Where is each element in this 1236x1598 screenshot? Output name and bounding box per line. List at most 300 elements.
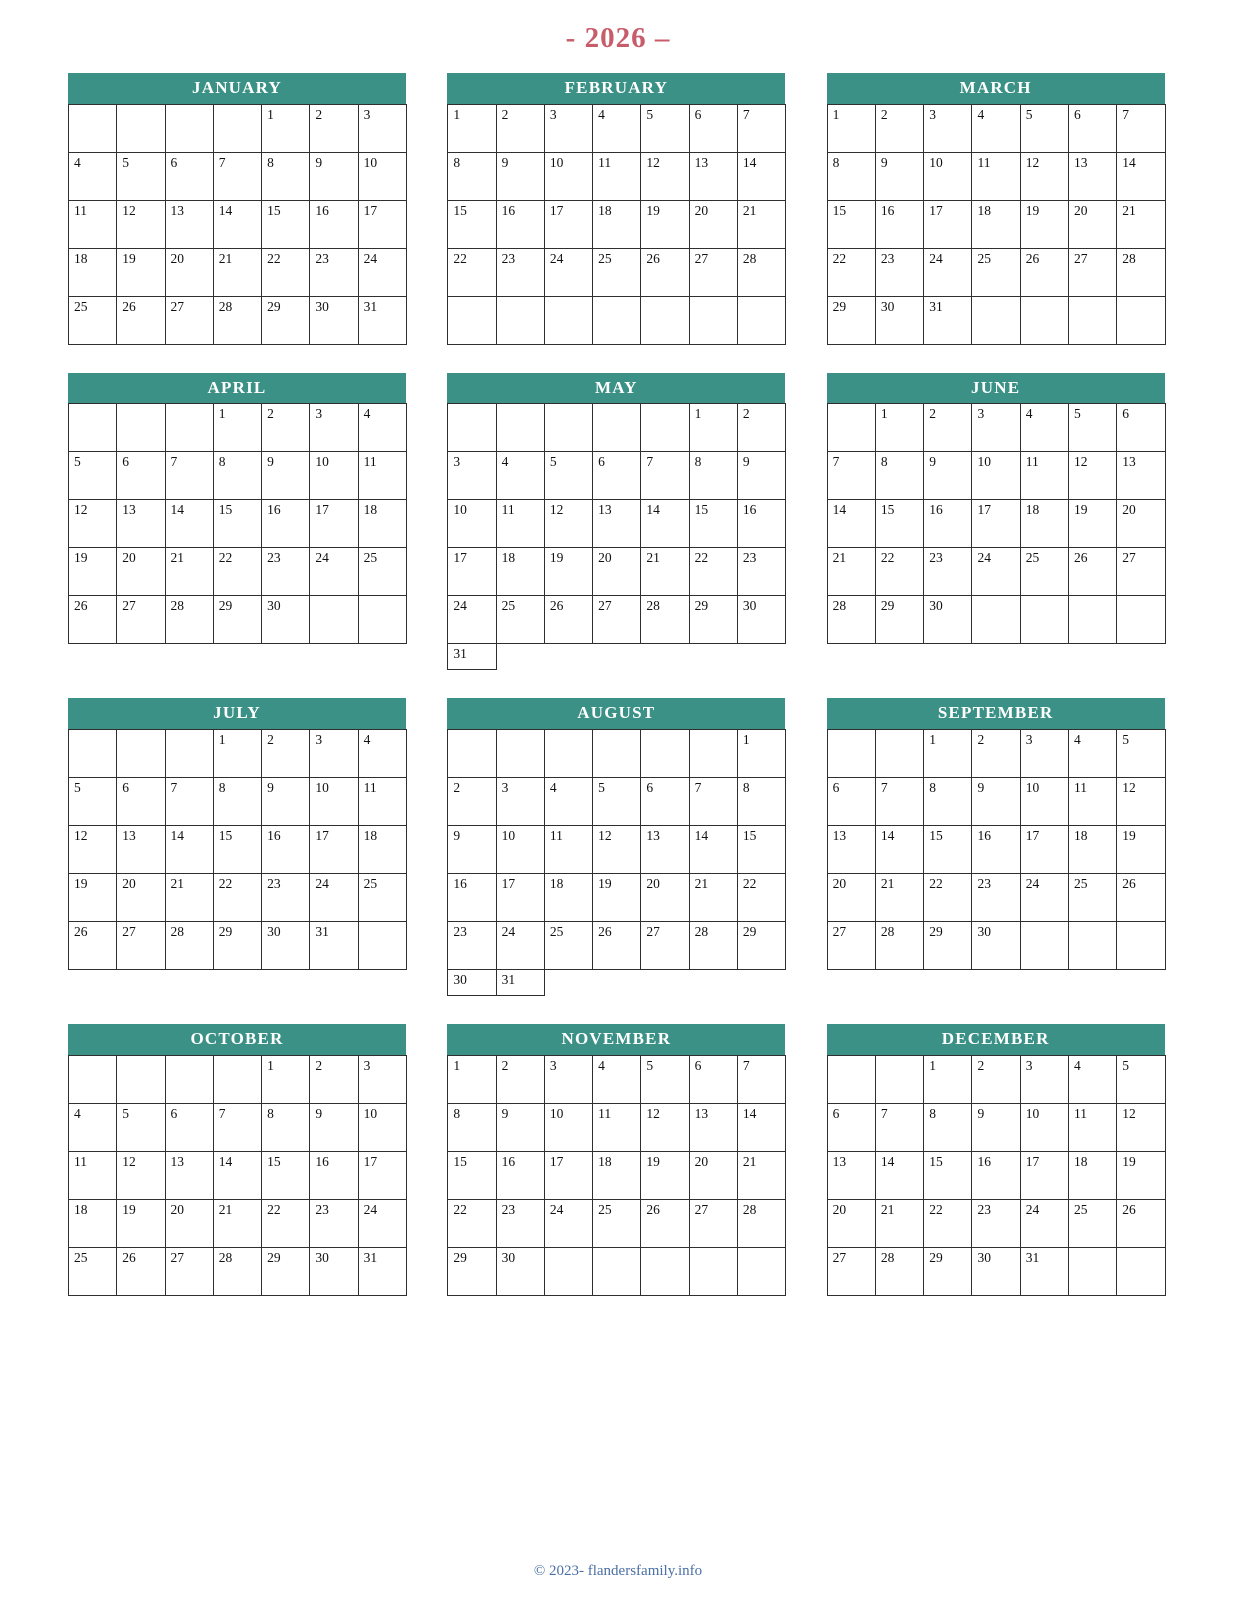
empty-cell[interactable] [1117,922,1165,970]
day-cell[interactable]: 16 [972,826,1020,874]
day-cell[interactable]: 27 [641,922,689,970]
day-cell[interactable]: 29 [213,922,261,970]
day-cell[interactable]: 20 [827,874,875,922]
day-cell[interactable]: 21 [641,548,689,596]
day-cell[interactable]: 4 [972,104,1020,152]
empty-cell[interactable] [448,404,496,452]
day-cell[interactable]: 16 [310,200,358,248]
day-cell[interactable]: 8 [448,152,496,200]
day-cell[interactable]: 16 [875,200,923,248]
day-cell[interactable]: 8 [213,778,261,826]
day-cell[interactable]: 26 [593,922,641,970]
day-cell[interactable]: 16 [262,826,310,874]
day-cell[interactable]: 25 [593,248,641,296]
day-cell[interactable]: 1 [737,730,785,778]
day-cell[interactable]: 21 [875,1199,923,1247]
day-cell[interactable]: 27 [117,596,165,644]
day-cell[interactable]: 17 [310,826,358,874]
day-cell[interactable]: 25 [69,296,117,344]
day-cell[interactable]: 7 [737,104,785,152]
day-cell[interactable]: 17 [496,874,544,922]
day-cell[interactable]: 18 [593,200,641,248]
empty-cell[interactable] [496,296,544,344]
day-cell[interactable]: 25 [358,874,406,922]
day-cell[interactable]: 3 [310,404,358,452]
day-cell[interactable]: 7 [213,152,261,200]
day-cell[interactable]: 18 [358,500,406,548]
day-cell[interactable]: 19 [69,874,117,922]
empty-cell[interactable] [689,1247,737,1295]
empty-cell[interactable] [117,104,165,152]
day-cell[interactable]: 18 [496,548,544,596]
empty-cell[interactable] [1020,596,1068,644]
day-cell[interactable]: 19 [544,548,592,596]
day-cell[interactable]: 20 [1117,500,1165,548]
day-cell[interactable]: 11 [593,152,641,200]
day-cell[interactable]: 14 [213,1151,261,1199]
day-cell[interactable]: 14 [737,1103,785,1151]
day-cell[interactable]: 19 [117,248,165,296]
day-cell[interactable]: 19 [1020,200,1068,248]
day-cell[interactable]: 26 [544,596,592,644]
day-cell[interactable]: 2 [262,730,310,778]
day-cell[interactable]: 22 [213,548,261,596]
day-cell[interactable]: 15 [924,826,972,874]
day-cell[interactable]: 17 [448,548,496,596]
day-cell[interactable]: 1 [213,404,261,452]
day-cell[interactable]: 17 [972,500,1020,548]
day-cell[interactable]: 13 [1117,452,1165,500]
day-cell[interactable]: 16 [972,1151,1020,1199]
day-cell[interactable]: 12 [117,1151,165,1199]
empty-cell[interactable] [69,104,117,152]
day-cell[interactable]: 7 [737,1055,785,1103]
day-cell[interactable]: 6 [165,1103,213,1151]
empty-cell[interactable] [544,404,592,452]
day-cell[interactable]: 30 [310,296,358,344]
day-cell[interactable]: 4 [496,452,544,500]
day-cell[interactable]: 20 [1068,200,1116,248]
day-cell[interactable]: 9 [310,152,358,200]
day-cell[interactable]: 16 [496,1151,544,1199]
day-cell[interactable]: 12 [117,200,165,248]
day-cell[interactable]: 10 [358,152,406,200]
empty-cell[interactable] [1020,922,1068,970]
day-cell[interactable]: 9 [972,1103,1020,1151]
day-cell[interactable]: 11 [972,152,1020,200]
day-cell[interactable]: 30 [737,596,785,644]
day-cell[interactable]: 2 [496,1055,544,1103]
day-cell[interactable]: 23 [496,1199,544,1247]
empty-cell[interactable] [1020,296,1068,344]
empty-cell[interactable] [875,1055,923,1103]
day-cell[interactable]: 22 [875,548,923,596]
day-cell[interactable]: 5 [641,104,689,152]
empty-cell[interactable] [593,730,641,778]
day-cell[interactable]: 8 [737,778,785,826]
day-cell[interactable]: 14 [875,1151,923,1199]
day-cell[interactable]: 7 [165,452,213,500]
day-cell[interactable]: 8 [213,452,261,500]
day-cell[interactable]: 24 [544,248,592,296]
day-cell[interactable]: 8 [827,152,875,200]
day-cell[interactable]: 18 [69,1199,117,1247]
day-cell[interactable]: 14 [213,200,261,248]
day-cell[interactable]: 22 [213,874,261,922]
day-cell[interactable]: 7 [165,778,213,826]
day-cell[interactable]: 29 [448,1247,496,1295]
day-cell[interactable]: 21 [165,548,213,596]
day-cell[interactable]: 30 [875,296,923,344]
day-cell[interactable]: 5 [69,778,117,826]
day-cell[interactable]: 13 [117,826,165,874]
day-cell[interactable]: 27 [827,922,875,970]
day-cell[interactable]: 24 [972,548,1020,596]
empty-cell[interactable] [165,104,213,152]
day-cell[interactable]: 22 [448,1199,496,1247]
day-cell[interactable]: 11 [1020,452,1068,500]
empty-cell[interactable] [165,730,213,778]
day-cell[interactable]: 3 [972,404,1020,452]
day-cell[interactable]: 6 [1117,404,1165,452]
day-cell[interactable]: 8 [875,452,923,500]
day-cell[interactable]: 15 [213,826,261,874]
day-cell[interactable]: 26 [1068,548,1116,596]
day-cell[interactable]: 3 [358,1055,406,1103]
day-cell[interactable]: 15 [875,500,923,548]
day-cell[interactable]: 10 [310,452,358,500]
day-cell[interactable]: 29 [875,596,923,644]
day-cell[interactable]: 10 [1020,778,1068,826]
day-cell[interactable]: 25 [1068,1199,1116,1247]
day-cell[interactable]: 28 [165,922,213,970]
empty-cell[interactable] [69,1055,117,1103]
empty-cell[interactable] [593,404,641,452]
day-cell[interactable]: 28 [737,1199,785,1247]
empty-cell[interactable] [689,296,737,344]
day-cell[interactable]: 4 [69,1103,117,1151]
day-cell[interactable]: 19 [641,200,689,248]
day-cell[interactable]: 25 [1068,874,1116,922]
day-cell[interactable]: 26 [69,596,117,644]
day-cell[interactable]: 20 [827,1199,875,1247]
day-cell[interactable]: 7 [689,778,737,826]
empty-cell[interactable] [1117,1247,1165,1295]
day-cell[interactable]: 24 [1020,1199,1068,1247]
day-cell[interactable]: 25 [1020,548,1068,596]
empty-cell[interactable] [213,1055,261,1103]
empty-cell[interactable] [593,1247,641,1295]
empty-cell[interactable] [448,730,496,778]
day-cell[interactable]: 28 [737,248,785,296]
day-cell[interactable]: 2 [262,404,310,452]
day-cell[interactable]: 29 [924,1247,972,1295]
empty-cell[interactable] [165,404,213,452]
day-cell[interactable]: 6 [165,152,213,200]
day-cell[interactable]: 31 [358,1247,406,1295]
day-cell[interactable]: 9 [496,1103,544,1151]
day-cell[interactable]: 13 [165,200,213,248]
day-cell[interactable]: 3 [924,104,972,152]
day-cell[interactable]: 31 [448,644,496,670]
day-cell[interactable]: 15 [262,1151,310,1199]
day-cell[interactable]: 15 [213,500,261,548]
day-cell[interactable]: 4 [358,404,406,452]
day-cell[interactable]: 22 [924,874,972,922]
day-cell[interactable]: 8 [689,452,737,500]
day-cell[interactable]: 18 [1068,1151,1116,1199]
day-cell[interactable]: 31 [1020,1247,1068,1295]
day-cell[interactable]: 3 [358,104,406,152]
day-cell[interactable]: 2 [737,404,785,452]
day-cell[interactable]: 9 [496,152,544,200]
day-cell[interactable]: 15 [448,1151,496,1199]
day-cell[interactable]: 23 [262,548,310,596]
day-cell[interactable]: 10 [496,826,544,874]
day-cell[interactable]: 23 [496,248,544,296]
day-cell[interactable]: 12 [593,826,641,874]
day-cell[interactable]: 31 [924,296,972,344]
empty-cell[interactable] [972,596,1020,644]
day-cell[interactable]: 25 [496,596,544,644]
day-cell[interactable]: 19 [1117,1151,1165,1199]
day-cell[interactable]: 7 [827,452,875,500]
day-cell[interactable]: 28 [875,1247,923,1295]
day-cell[interactable]: 10 [544,152,592,200]
day-cell[interactable]: 18 [69,248,117,296]
day-cell[interactable]: 31 [358,296,406,344]
day-cell[interactable]: 26 [1117,874,1165,922]
day-cell[interactable]: 15 [924,1151,972,1199]
day-cell[interactable]: 11 [1068,1103,1116,1151]
day-cell[interactable]: 9 [737,452,785,500]
day-cell[interactable]: 5 [1020,104,1068,152]
day-cell[interactable]: 3 [448,452,496,500]
empty-cell[interactable] [737,296,785,344]
day-cell[interactable]: 12 [69,826,117,874]
day-cell[interactable]: 12 [641,152,689,200]
day-cell[interactable]: 24 [358,1199,406,1247]
day-cell[interactable]: 24 [448,596,496,644]
day-cell[interactable]: 2 [972,730,1020,778]
day-cell[interactable]: 13 [689,1103,737,1151]
day-cell[interactable]: 23 [310,1199,358,1247]
day-cell[interactable]: 31 [496,970,544,996]
day-cell[interactable]: 15 [827,200,875,248]
day-cell[interactable]: 13 [593,500,641,548]
day-cell[interactable]: 25 [358,548,406,596]
day-cell[interactable]: 9 [875,152,923,200]
day-cell[interactable]: 27 [593,596,641,644]
day-cell[interactable]: 20 [593,548,641,596]
day-cell[interactable]: 29 [262,296,310,344]
day-cell[interactable]: 2 [310,1055,358,1103]
day-cell[interactable]: 1 [262,1055,310,1103]
empty-cell[interactable] [1068,596,1116,644]
day-cell[interactable]: 24 [544,1199,592,1247]
day-cell[interactable]: 18 [358,826,406,874]
day-cell[interactable]: 1 [448,104,496,152]
day-cell[interactable]: 4 [1068,1055,1116,1103]
day-cell[interactable]: 21 [737,200,785,248]
day-cell[interactable]: 25 [972,248,1020,296]
day-cell[interactable]: 17 [924,200,972,248]
day-cell[interactable]: 23 [972,874,1020,922]
empty-cell[interactable] [641,1247,689,1295]
day-cell[interactable]: 11 [69,1151,117,1199]
day-cell[interactable]: 12 [641,1103,689,1151]
empty-cell[interactable] [972,296,1020,344]
empty-cell[interactable] [165,1055,213,1103]
day-cell[interactable]: 6 [117,452,165,500]
day-cell[interactable]: 1 [689,404,737,452]
day-cell[interactable]: 16 [448,874,496,922]
day-cell[interactable]: 24 [310,874,358,922]
day-cell[interactable]: 9 [448,826,496,874]
empty-cell[interactable] [875,730,923,778]
empty-cell[interactable] [496,730,544,778]
day-cell[interactable]: 21 [213,1199,261,1247]
day-cell[interactable]: 26 [117,296,165,344]
day-cell[interactable]: 16 [737,500,785,548]
day-cell[interactable]: 6 [689,104,737,152]
day-cell[interactable]: 12 [544,500,592,548]
day-cell[interactable]: 24 [310,548,358,596]
day-cell[interactable]: 4 [544,778,592,826]
empty-cell[interactable] [689,730,737,778]
day-cell[interactable]: 13 [1068,152,1116,200]
day-cell[interactable]: 24 [1020,874,1068,922]
day-cell[interactable]: 6 [593,452,641,500]
empty-cell[interactable] [544,730,592,778]
day-cell[interactable]: 21 [1117,200,1165,248]
day-cell[interactable]: 30 [262,922,310,970]
day-cell[interactable]: 23 [972,1199,1020,1247]
day-cell[interactable]: 21 [213,248,261,296]
day-cell[interactable]: 27 [165,296,213,344]
day-cell[interactable]: 6 [827,778,875,826]
day-cell[interactable]: 11 [358,452,406,500]
day-cell[interactable]: 5 [1117,730,1165,778]
day-cell[interactable]: 7 [875,1103,923,1151]
day-cell[interactable]: 6 [117,778,165,826]
day-cell[interactable]: 26 [641,248,689,296]
day-cell[interactable]: 30 [262,596,310,644]
day-cell[interactable]: 24 [358,248,406,296]
empty-cell[interactable] [641,296,689,344]
day-cell[interactable]: 28 [1117,248,1165,296]
day-cell[interactable]: 20 [117,874,165,922]
day-cell[interactable]: 3 [310,730,358,778]
day-cell[interactable]: 11 [593,1103,641,1151]
day-cell[interactable]: 16 [496,200,544,248]
day-cell[interactable]: 25 [593,1199,641,1247]
day-cell[interactable]: 20 [165,1199,213,1247]
day-cell[interactable]: 3 [496,778,544,826]
empty-cell[interactable] [544,1247,592,1295]
day-cell[interactable]: 27 [689,248,737,296]
day-cell[interactable]: 1 [262,104,310,152]
day-cell[interactable]: 29 [737,922,785,970]
day-cell[interactable]: 27 [117,922,165,970]
day-cell[interactable]: 12 [69,500,117,548]
day-cell[interactable]: 26 [117,1247,165,1295]
day-cell[interactable]: 14 [165,826,213,874]
day-cell[interactable]: 12 [1068,452,1116,500]
day-cell[interactable]: 12 [1020,152,1068,200]
day-cell[interactable]: 9 [262,778,310,826]
day-cell[interactable]: 2 [448,778,496,826]
day-cell[interactable]: 9 [310,1103,358,1151]
day-cell[interactable]: 28 [165,596,213,644]
day-cell[interactable]: 15 [262,200,310,248]
day-cell[interactable]: 15 [737,826,785,874]
day-cell[interactable]: 10 [1020,1103,1068,1151]
day-cell[interactable]: 20 [165,248,213,296]
day-cell[interactable]: 2 [310,104,358,152]
day-cell[interactable]: 22 [924,1199,972,1247]
day-cell[interactable]: 23 [262,874,310,922]
day-cell[interactable]: 8 [262,1103,310,1151]
day-cell[interactable]: 15 [689,500,737,548]
day-cell[interactable]: 30 [972,922,1020,970]
empty-cell[interactable] [544,296,592,344]
day-cell[interactable]: 8 [924,1103,972,1151]
day-cell[interactable]: 27 [827,1247,875,1295]
day-cell[interactable]: 18 [972,200,1020,248]
day-cell[interactable]: 1 [924,730,972,778]
day-cell[interactable]: 4 [1020,404,1068,452]
day-cell[interactable]: 1 [827,104,875,152]
day-cell[interactable]: 7 [213,1103,261,1151]
day-cell[interactable]: 14 [875,826,923,874]
day-cell[interactable]: 13 [689,152,737,200]
day-cell[interactable]: 23 [310,248,358,296]
day-cell[interactable]: 16 [310,1151,358,1199]
empty-cell[interactable] [641,404,689,452]
day-cell[interactable]: 11 [496,500,544,548]
empty-cell[interactable] [827,404,875,452]
day-cell[interactable]: 8 [924,778,972,826]
day-cell[interactable]: 29 [827,296,875,344]
day-cell[interactable]: 26 [1117,1199,1165,1247]
day-cell[interactable]: 23 [737,548,785,596]
day-cell[interactable]: 23 [448,922,496,970]
empty-cell[interactable] [358,922,406,970]
empty-cell[interactable] [593,296,641,344]
day-cell[interactable]: 14 [165,500,213,548]
empty-cell[interactable] [310,596,358,644]
day-cell[interactable]: 19 [1117,826,1165,874]
day-cell[interactable]: 28 [827,596,875,644]
day-cell[interactable]: 31 [310,922,358,970]
day-cell[interactable]: 24 [496,922,544,970]
day-cell[interactable]: 24 [924,248,972,296]
day-cell[interactable]: 22 [689,548,737,596]
day-cell[interactable]: 21 [737,1151,785,1199]
day-cell[interactable]: 14 [1117,152,1165,200]
empty-cell[interactable] [737,1247,785,1295]
day-cell[interactable]: 13 [827,1151,875,1199]
day-cell[interactable]: 29 [262,1247,310,1295]
day-cell[interactable]: 25 [544,922,592,970]
day-cell[interactable]: 1 [875,404,923,452]
day-cell[interactable]: 28 [641,596,689,644]
day-cell[interactable]: 5 [1117,1055,1165,1103]
day-cell[interactable]: 10 [310,778,358,826]
empty-cell[interactable] [1068,296,1116,344]
empty-cell[interactable] [117,730,165,778]
